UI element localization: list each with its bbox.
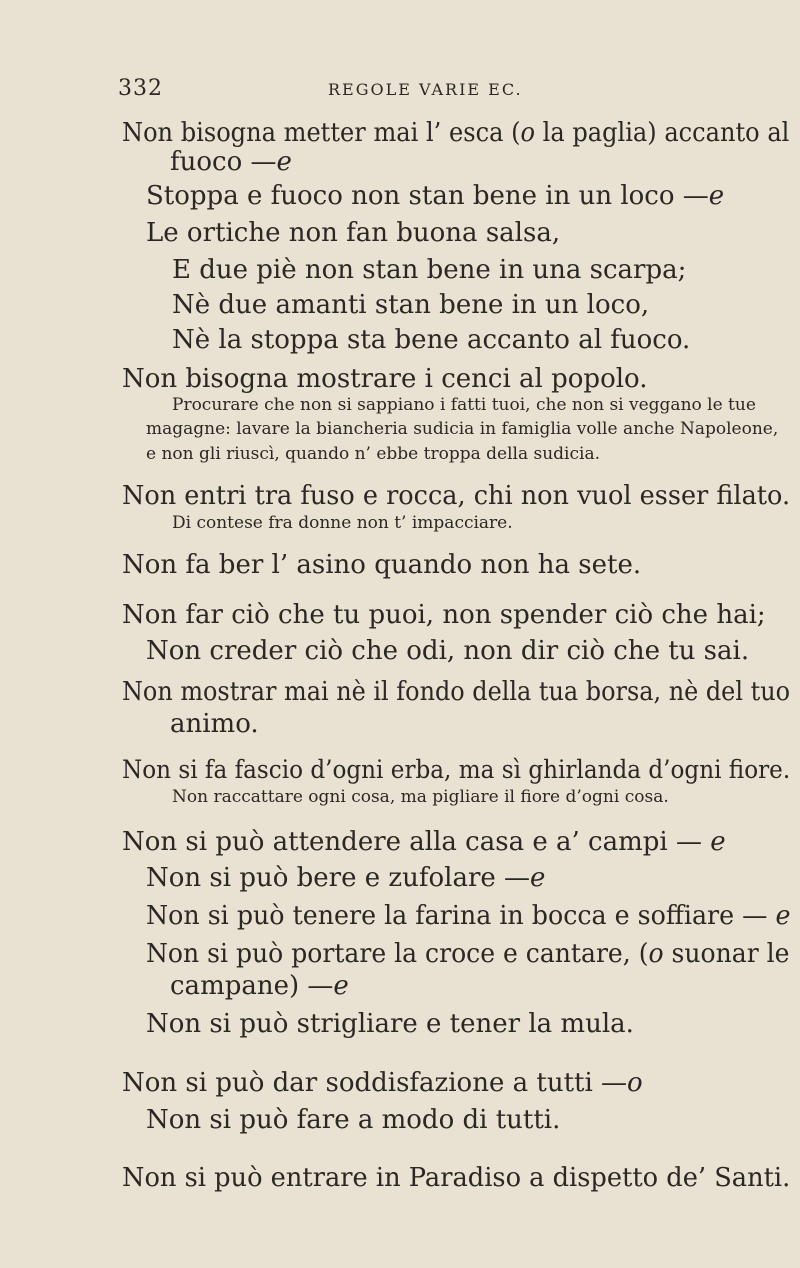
proverb-line: animo. — [170, 709, 259, 739]
proverb-line: campane) —e — [170, 971, 349, 1001]
proverb-line: Non bisogna mostrare i cenci al popolo. — [122, 364, 648, 394]
proverb-line: Non si può entrare in Paradiso a dispetto de’ Santi. — [122, 1163, 791, 1193]
commentary-line: Procurare che non si sappiano i fatti tuoi, che non si veggano le tue — [172, 395, 756, 415]
proverb-line: Non entri tra fuso e rocca, chi non vuol esser filato. — [122, 481, 791, 511]
proverb-line: fuoco —e — [170, 147, 292, 177]
proverb-line: Non si fa fascio d’ogni erba, ma sì ghirlanda d’ogni fiore. — [122, 755, 791, 784]
proverb-line: Non si può portare la croce e cantare, (o suonar le — [146, 939, 790, 969]
proverb-line: Non fa ber l’ asino quando non ha sete. — [122, 550, 642, 580]
proverb-line: Non si può strigliare e tener la mula. — [146, 1009, 634, 1039]
page-header — [118, 76, 718, 106]
commentary-line: magagne: lavare la biancheria sudicia in famiglia volle anche Napoleone, — [146, 419, 779, 439]
proverb-line: Non far ciò che tu puoi, non spender ciò che hai; — [122, 600, 766, 630]
proverb-line: Non si può dar soddisfazione a tutti —o — [122, 1068, 643, 1098]
proverb-line: Non bisogna metter mai l’ esca (o la paglia) accanto al — [122, 118, 790, 148]
proverb-line: Non creder ciò che odi, non dir ciò che tu sai. — [146, 636, 750, 666]
proverb-line: Non mostrar mai nè il fondo della tua borsa, nè del tuo — [122, 677, 791, 707]
commentary-line: Di contese fra donne non t’ impacciare. — [172, 513, 513, 533]
proverb-line: Non si può fare a modo di tutti. — [146, 1105, 561, 1135]
commentary-line: e non gli riuscì, quando n’ ebbe troppa della sudicia. — [146, 444, 600, 464]
proverb-line: Nè la stoppa sta bene accanto al fuoco. — [172, 325, 691, 355]
proverb-line: Nè due amanti stan bene in un loco, — [172, 290, 650, 320]
proverb-line: Non si può bere e zufolare —e — [146, 863, 546, 893]
proverb-line: Stoppa e fuoco non stan bene in un loco —e — [146, 181, 725, 211]
proverb-line: Non si può attendere alla casa e a’ campi — e — [122, 827, 726, 857]
commentary-line: Non raccattare ogni cosa, ma pigliare il fiore d’ogni cosa. — [172, 787, 669, 807]
proverb-line: Non si può tenere la farina in bocca e soffiare — e — [146, 901, 791, 931]
proverb-line: E due piè non stan bene in una scarpa; — [172, 255, 687, 285]
running-title: REGOLE VARIE EC. — [328, 80, 523, 99]
proverb-line: Le ortiche non fan buona salsa, — [146, 218, 561, 248]
page-number: 332 — [118, 76, 163, 101]
